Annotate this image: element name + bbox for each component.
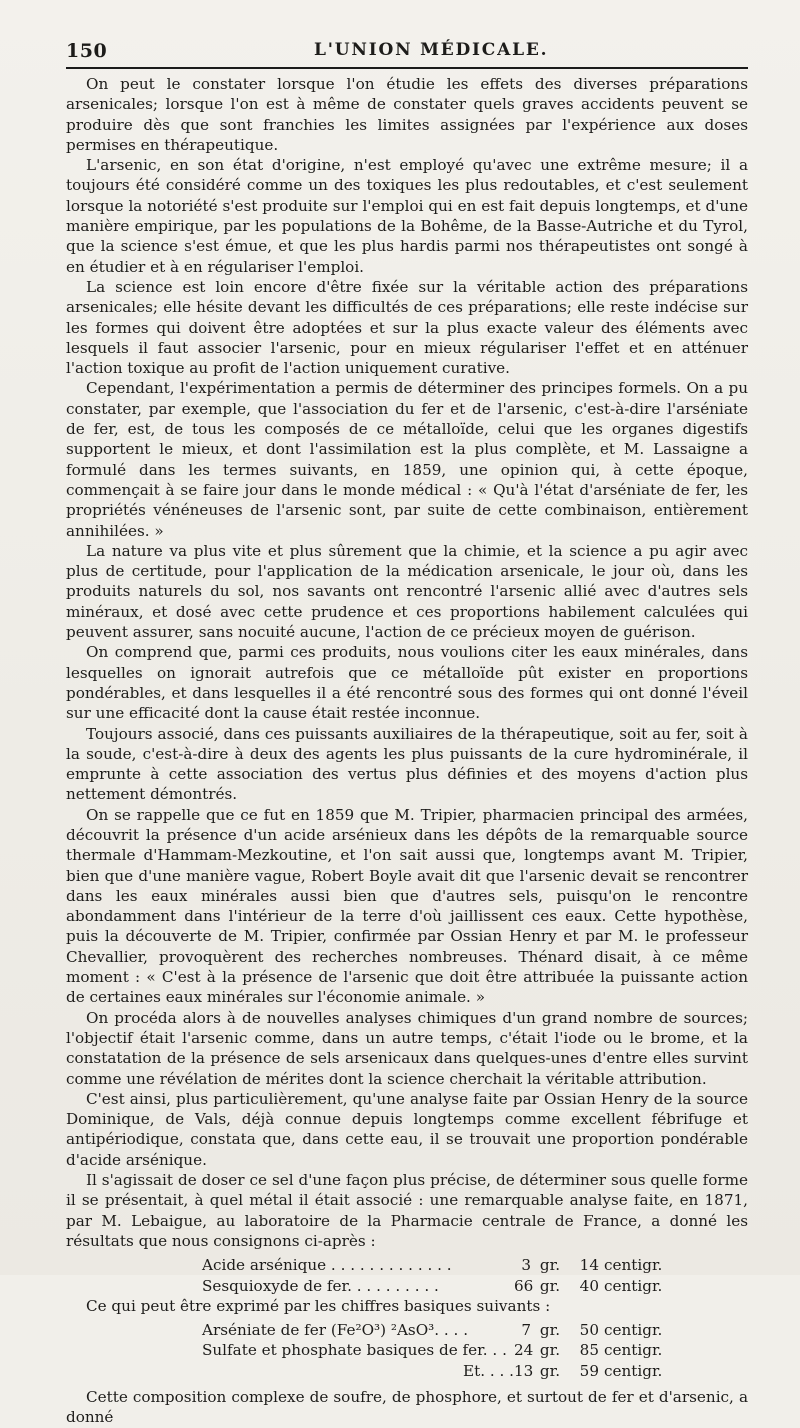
analysis-table: [202, 1255, 748, 1296]
table-cell-centi: 50: [579, 1321, 599, 1340]
table-cell-centi-unit: centigr.: [604, 1361, 663, 1380]
table-cell-value: 66: [514, 1276, 534, 1295]
table-cell-centi-unit: centigr.: [604, 1256, 663, 1275]
paragraph: On comprend que, parmi ces produits, nous voulions citer les eaux minérales, dans lesquelles on ignorait autrefois que ce métalloïde pût exister en proportions pondérables, et dans lesquelles il a été rencontré sous des formes qui ont donné l'éveil sur une efficacité dont la cause était restée inconnue.: [66, 643, 748, 723]
table-cell-centi: 85: [579, 1341, 599, 1360]
table-cell-label: Sesquioxyde de fer. . . . . . . . . .: [202, 1276, 439, 1295]
table-cell-centi-unit: centigr.: [604, 1341, 663, 1360]
header-rule: [66, 67, 748, 69]
table-cell-centi-unit: centigr.: [604, 1276, 663, 1295]
table-cell-unit: gr.: [539, 1361, 561, 1380]
table-cell-value: 7: [521, 1321, 531, 1340]
paragraph: La science est loin encore d'être fixée sur la véritable action des préparations arsenicales; elle hésite devant les difficultés de ces préparations; elle reste indécise sur les formes qui doivent être adoptées et sur la plus exacte valeur des éléments avec lesquels il faut associer l'arsenic, pour en mieux régulariser l'effet et en atténuer l'action toxique au profit de l'action uniquement curative.: [66, 277, 748, 378]
table-cell-unit: gr.: [539, 1276, 561, 1295]
paragraph: Cette composition complexe de soufre, de phosphore, et surtout de fer et d'arsenic, a donné: [66, 1388, 748, 1427]
paragraph: On peut le constater lorsque l'on étudie les effets des diverses préparations arsenicales; lorsque l'on est à même de constater quels graves accidents peuvent se produire dès que sont franchies les limites assignées par l'expérience aux doses permises en thérapeutique.: [66, 75, 748, 154]
paragraph: La nature va plus vite et plus sûrement que la chimie, et la science a pu agir avec plus de certitude, pour l'application de la médication arsenicale, le jour où, dans les produits naturels du sol, nos savants ont rencontré l'arsenic allié avec d'autres sels minéraux, et dosé avec cette prudence et ces proportions habilement calculées qui peuvent assurer, sans nocuité aucune, l'action de ce précieux moyen de guérison.: [66, 541, 748, 642]
paragraph: Toujours associé, dans ces puissants auxiliaires de la thérapeutique, soit au fer, soit à la soude, c'est-à-dire à deux des agents les plus puissants de la cure hydrominérale, il emprunte à cette association des vertus plus définies et des moyens d'action plus nettement démontrés.: [66, 724, 748, 804]
table-cell-centi: 14: [579, 1256, 599, 1275]
paragraph: On procéda alors à de nouvelles analyses chimiques d'un grand nombre de sources; l'objectif était l'arsenic comme, dans un autre temps, c'était l'iode ou le brome, et la constatation de la présence de sels arsenicaux dans quelques-unes d'entre elles survint comme une révélation de mérites dont la science cherchait la véritable attribution.: [66, 1008, 748, 1088]
table-cell-label: Sulfate et phosphate basiques de fer. . .: [202, 1341, 507, 1360]
table-cell-unit: gr.: [539, 1256, 561, 1275]
table-cell-value: 24: [514, 1341, 534, 1360]
paragraph: Il s'agissait de doser ce sel d'une façon plus précise, de déterminer sous quelle forme il se présentait, à quel métal il était associé : une remarquable analyse faite, en 1871, par M. Lebaigue, au laboratoire de la Pharmacie centrale de France, a donné les résultats que nous consignons ci-après :: [66, 1171, 748, 1250]
paragraph: Ce qui peut être exprimé par les chiffres basiques suivants :: [86, 1296, 551, 1315]
table-cell-centi: 40: [579, 1276, 599, 1295]
table-cell-centi: 59: [579, 1361, 599, 1380]
table-cell-label: Arséniate de fer (Fe²O³) ²AsO³. . . .: [202, 1321, 469, 1340]
table-cell-value: 13: [514, 1361, 534, 1380]
table-cell-value: 3: [521, 1256, 531, 1275]
paragraph: C'est ainsi, plus particulièrement, qu'une analyse faite par Ossian Henry de la source Dominique, de Vals, déjà connue depuis longtemps comme excellent fébrifuge et antipériodique, constata que, dans cette eau, il se trouvait une proportion pondérable d'acide arsénique.: [66, 1089, 748, 1169]
article-body: [66, 74, 748, 1428]
running-head: L'UNION MÉDICALE.: [314, 40, 549, 60]
table-cell-unit: gr.: [539, 1321, 561, 1340]
table-cell-label: Et. . . .: [463, 1361, 514, 1380]
paragraph: L'arsenic, en son état d'origine, n'est employé qu'avec une extrême mesure; il a toujours été considéré comme un des toxiques les plus redoutables, et c'est seulement lorsque la notoriété s'est produite sur l'emploi qui en est fait depuis longtemps, et d'une manière empirique, par les populations de la Bohême, de la Basse-Autriche et du Tyrol, que la science s'est émue, et que les plus hardis parmi nos thérapeutistes ont songé à en étudier et à en régulariser l'emploi.: [66, 156, 748, 276]
basic-figures-table: [202, 1320, 748, 1381]
paragraph: Cependant, l'expérimentation a permis de déterminer des principes formels. On a pu constater, par exemple, que l'association du fer et de l'arsenic, c'est-à-dire l'arséniate de fer, est, de tous les composés de ce métalloïde, celui que les organes digestifs supportent le mieux, et dont l'assimilation est la plus complète, et M. Lassaigne a formulé dans les termes suivants, en 1859, une opinion qui, à cette époque, commençait à se faire jour dans le monde médical : « Qu'à l'état d'arséniate de fer, les propriétés vénéneuses de l'arsenic sont, par suite de cette combinaison, entièrement annihilées. »: [66, 379, 748, 540]
page-header: [66, 36, 748, 66]
table-cell-unit: gr.: [539, 1341, 561, 1360]
table-cell-centi-unit: centigr.: [604, 1321, 663, 1340]
page-number: 150: [66, 40, 108, 62]
paragraph: On se rappelle que ce fut en 1859 que M. Tripier, pharmacien principal des armées, découvrit la présence d'un acide arsénieux dans les dépôts de la remarquable source thermale d'Hammam-Mezkoutine, et l'on sait aussi que, longtemps avant M. Tripier, bien que d'une manière vague, Robert Boyle avait dit que l'arsenic devait se rencontrer dans les eaux minérales aussi bien que d'autres sels, puisqu'on le rencontre abondamment dans l'intérieur de la terre d'où jaillissent ces eaux. Cette hypothèse, puis la découverte de M. Tripier, confirmée par Ossian Henry et par M. le professeur Chevallier, provoquèrent des recherches nombreuses. Thénard disait, à ce même moment : « C'est à la présence de l'arsenic que doit être attribuée la puissante action de certaines eaux minérales sur l'économie animale. »: [66, 805, 748, 1007]
table-cell-label: Acide arsénique . . . . . . . . . . . . .: [202, 1256, 452, 1275]
